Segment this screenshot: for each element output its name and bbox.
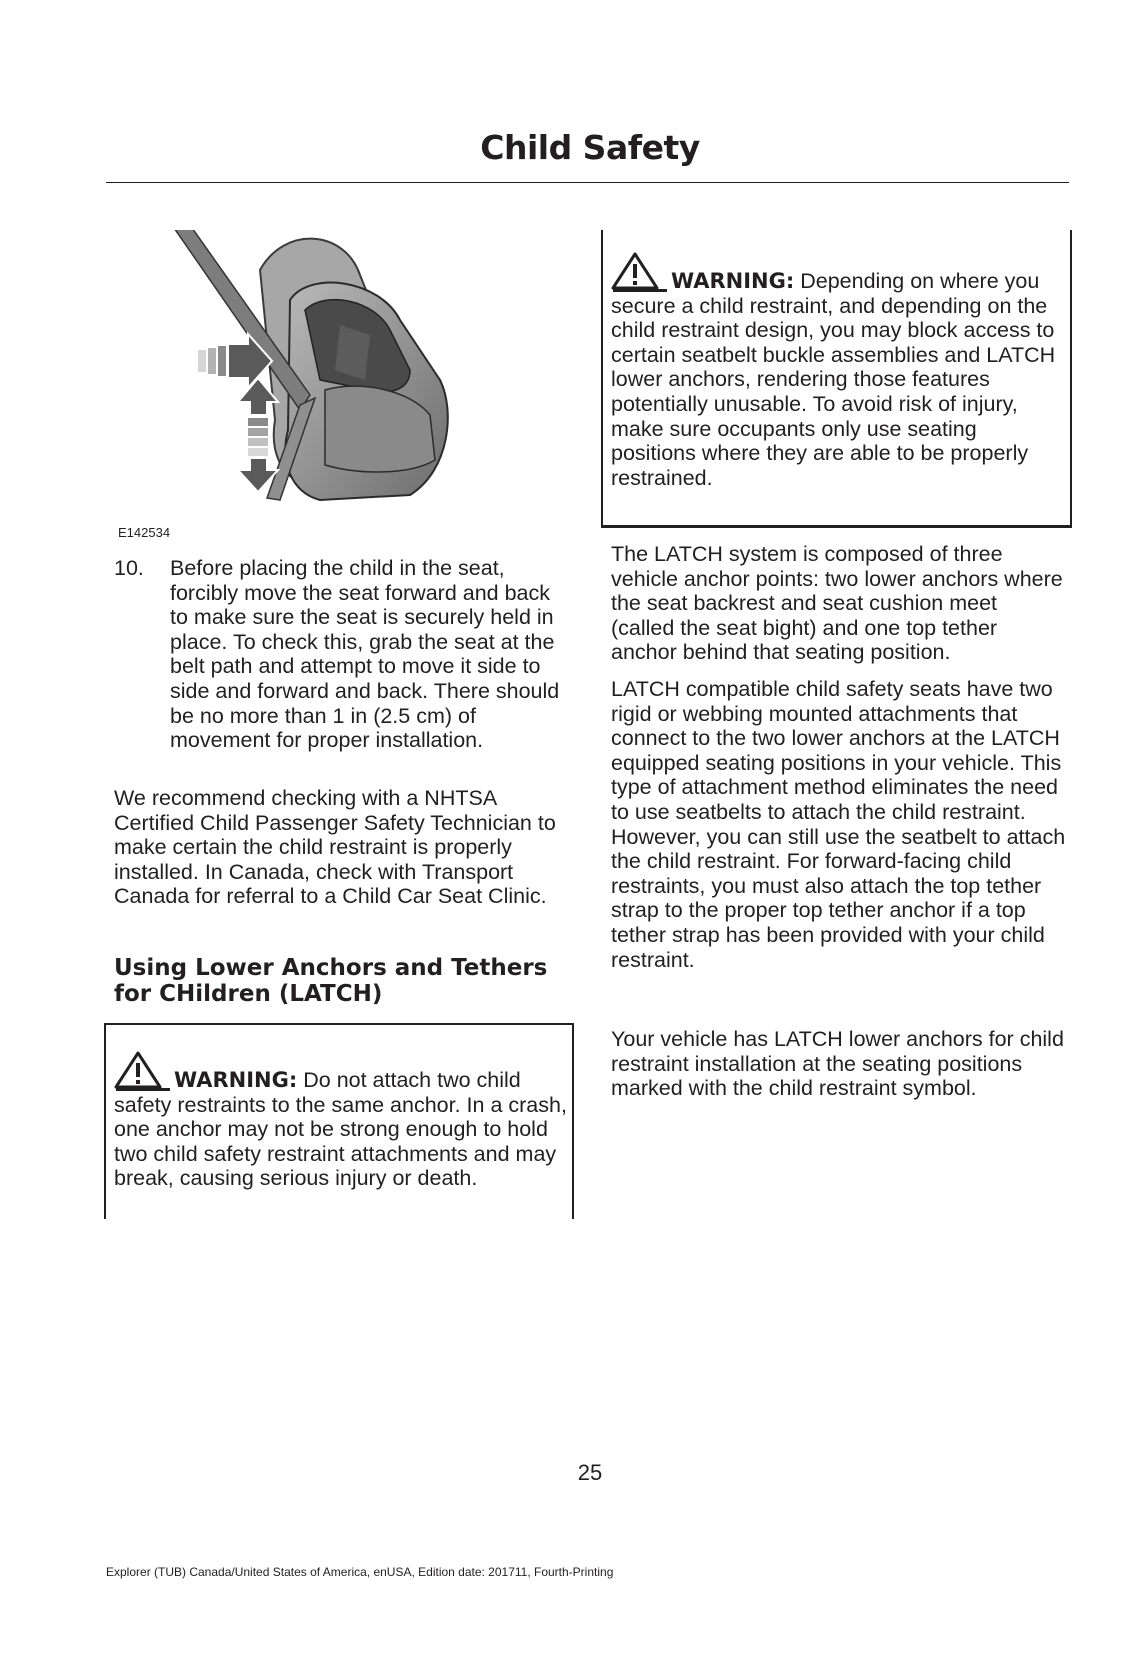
- step-number: 10.: [114, 556, 144, 580]
- warning-label: WARNING:: [174, 1068, 298, 1092]
- title-divider: [106, 182, 1069, 183]
- figure-id: E142534: [118, 525, 171, 540]
- step-item: [114, 556, 569, 753]
- warning-content: [114, 1051, 570, 1191]
- warning-box-restraint: [601, 230, 1072, 528]
- warning-triangle-icon: [611, 252, 669, 292]
- warning-triangle-icon: [114, 1051, 172, 1091]
- recommendation-paragraph: We recommend checking with a NHTSA Certified Child Passenger Safety Technician to make certain the child restraint is properly installed. In Canada, check with Transport Canada for referral to a Child Car Seat Clinic.: [114, 786, 556, 909]
- warning-box-anchors: [104, 1023, 574, 1219]
- child-seat-drawing: [110, 230, 580, 520]
- child-seat-illustration: [110, 230, 580, 540]
- page-title: Child Safety: [480, 128, 700, 167]
- warning-content: [611, 252, 1067, 490]
- footer: Explorer (TUB) Canada/United States of America, enUSA, Edition date: 201711, Fourth-Printing: [106, 1565, 614, 1579]
- warning-label: WARNING:: [671, 269, 795, 293]
- section-heading: Using Lower Anchors and Tethers for CHildren (LATCH): [114, 955, 548, 1007]
- latch-anchors-paragraph: Your vehicle has LATCH lower anchors for child restraint installation at the seating positions marked with the child restraint symbol.: [611, 1027, 1064, 1101]
- step-text: Before placing the child in the seat, forcibly move the seat forward and back to make sure the seat is securely held in place. To check this, grab the seat at the belt path and attempt to move it side to side and forward and back. There should be no more than 1 in (2.5 cm) of movement for proper installation.: [170, 556, 560, 753]
- latch-system-paragraph: The LATCH system is composed of three vehicle anchor points: two lower anchors where the seat backrest and seat cushion meet (called the seat bight) and one top tether anchor behind that seating position.: [611, 542, 1063, 665]
- latch-compatible-paragraph: LATCH compatible child safety seats have two rigid or webbing mounted attachments that connect to the two lower anchors at the LATCH equipped seating positions in your vehicle. This type of attachment method eliminates the need to use seatbelts to attach the child restraint. However, you can still use the seatbelt to attach the child restraint. For forward-facing child restraints, you must also attach the top tether strap to the proper top tether anchor if a top tether strap has been provided with your child restraint.: [611, 677, 1066, 972]
- warning-text: Do not attach two child safety restraints to the same anchor. In a crash, one anchor may not be strong enough to hold two child safety restraint attachments and may break, causing serious injury or death.: [114, 1068, 567, 1191]
- page-number: 25: [577, 1460, 603, 1485]
- warning-text: Depending on where you secure a child restraint, and depending on the child restraint design, you may block access to certain seatbelt buckle assemblies and LATCH lower anchors, rendering those features potentially unusable. To avoid risk of injury, make sure occupants only use seating positions where they are able to be properly restrained.: [611, 269, 1056, 490]
